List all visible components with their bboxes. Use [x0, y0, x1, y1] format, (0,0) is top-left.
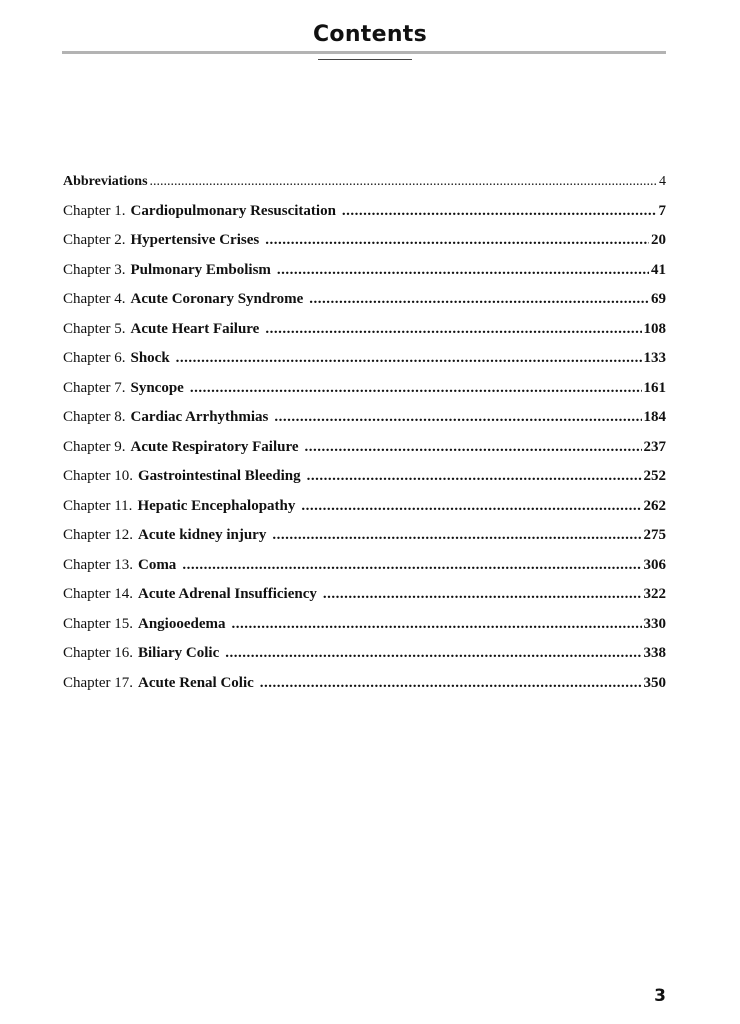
chapter-number: Chapter 16.	[63, 645, 133, 661]
chapter-number: Chapter 1.	[63, 202, 126, 219]
title-underline	[318, 59, 412, 60]
chapter-page: 184	[643, 409, 666, 425]
toc-entry-chapter-2[interactable]	[63, 226, 666, 256]
toc-entry-chapter-14[interactable]	[63, 580, 666, 610]
chapter-page: 350	[643, 674, 666, 691]
chapter-title: Biliary Colic	[137, 645, 220, 661]
chapter-number: Chapter 13.	[63, 556, 133, 573]
toc-entry-chapter-11[interactable]	[63, 492, 666, 522]
chapter-page: 338	[643, 645, 666, 661]
chapter-title: Hypertensive Crises	[130, 232, 260, 248]
chapter-page: 7	[658, 202, 666, 219]
dot-leader	[190, 374, 642, 404]
toc-entry-chapter-5[interactable]	[63, 315, 666, 345]
dot-leader	[305, 433, 642, 463]
dot-leader	[150, 167, 656, 197]
chapter-title: Acute Adrenal Insufficiency	[137, 586, 317, 602]
chapter-number: Chapter 14.	[63, 586, 133, 602]
chapter-number: Chapter 15.	[63, 615, 133, 632]
dot-leader	[274, 403, 641, 433]
chapter-page: 322	[643, 586, 666, 602]
chapter-title: Cardiac Arrhythmias	[130, 409, 269, 425]
page-number: 3	[654, 986, 666, 1006]
chapter-number: Chapter 6.	[63, 350, 126, 366]
chapter-number: Chapter 4.	[63, 291, 126, 307]
toc-entry-chapter-6[interactable]	[63, 344, 666, 374]
chapter-title: Acute Heart Failure	[130, 320, 260, 337]
chapter-page: 262	[643, 497, 666, 514]
toc-entry-chapter-1[interactable]	[63, 197, 666, 227]
toc-entry-title: Abbreviations	[63, 174, 148, 189]
toc-entry-chapter-17[interactable]	[63, 669, 666, 699]
chapter-title: Gastrointestinal Bleeding	[137, 468, 301, 484]
chapter-title: Pulmonary Embolism	[130, 261, 271, 278]
toc-entry-chapter-12[interactable]	[63, 521, 666, 551]
dot-leader	[260, 669, 642, 699]
chapter-title: Acute Renal Colic	[137, 674, 254, 691]
toc-entry-chapter-16[interactable]	[63, 639, 666, 669]
dot-leader	[225, 639, 641, 669]
dot-leader	[307, 462, 642, 492]
chapter-title: Acute kidney injury	[137, 527, 267, 543]
dot-leader	[182, 551, 641, 581]
chapter-page: 41	[651, 261, 666, 278]
dot-leader	[265, 315, 641, 345]
toc-entry-chapter-15[interactable]	[63, 610, 666, 640]
chapter-title: Acute Respiratory Failure	[130, 438, 299, 455]
dot-leader	[309, 285, 649, 315]
chapter-page: 69	[651, 291, 666, 307]
chapter-title: Syncope	[130, 379, 184, 396]
dot-leader	[265, 226, 649, 256]
title-rule	[62, 51, 666, 54]
dot-leader	[277, 256, 649, 286]
chapter-title: Acute Coronary Syndrome	[130, 291, 304, 307]
toc-entry-abbreviations[interactable]	[63, 167, 666, 197]
chapter-number: Chapter 8.	[63, 409, 126, 425]
chapter-number: Chapter 12.	[63, 527, 133, 543]
chapter-page: 161	[643, 379, 666, 396]
toc-entry-chapter-10[interactable]	[63, 462, 666, 492]
dot-leader	[323, 580, 642, 610]
chapter-page: 306	[643, 556, 666, 573]
chapter-title: Hepatic Encephalopathy	[137, 497, 296, 514]
dot-leader	[342, 197, 657, 227]
dot-leader	[231, 610, 641, 640]
chapter-page: 275	[643, 527, 666, 543]
chapter-number: Chapter 17.	[63, 674, 133, 691]
chapter-page: 252	[643, 468, 666, 484]
chapter-number: Chapter 11.	[63, 497, 133, 514]
dot-leader	[176, 344, 642, 374]
chapter-title: Coma	[137, 556, 177, 573]
chapter-number: Chapter 5.	[63, 320, 126, 337]
chapter-page: 330	[643, 615, 666, 632]
toc-entry-chapter-7[interactable]	[63, 374, 666, 404]
chapter-number: Chapter 9.	[63, 438, 126, 455]
chapter-page: 133	[643, 350, 666, 366]
table-of-contents	[63, 167, 666, 698]
toc-entry-chapter-13[interactable]	[63, 551, 666, 581]
chapter-page: 20	[651, 232, 666, 248]
chapter-page: 237	[643, 438, 666, 455]
page-title: Contents	[312, 22, 428, 47]
chapter-title: Shock	[130, 350, 170, 366]
toc-entry-chapter-3[interactable]	[63, 256, 666, 286]
chapter-title: Angiooedema	[137, 615, 226, 632]
dot-leader	[301, 492, 641, 522]
chapter-title: Cardiopulmonary Resuscitation	[130, 202, 336, 219]
dot-leader	[272, 521, 641, 551]
chapter-page: 108	[643, 320, 666, 337]
chapter-number: Chapter 7.	[63, 379, 126, 396]
toc-entry-page: 4	[659, 174, 666, 189]
toc-entry-chapter-9[interactable]	[63, 433, 666, 463]
toc-entry-chapter-8[interactable]	[63, 403, 666, 433]
chapter-number: Chapter 3.	[63, 261, 126, 278]
chapter-number: Chapter 2.	[63, 232, 126, 248]
toc-entry-chapter-4[interactable]	[63, 285, 666, 315]
chapter-number: Chapter 10.	[63, 468, 133, 484]
